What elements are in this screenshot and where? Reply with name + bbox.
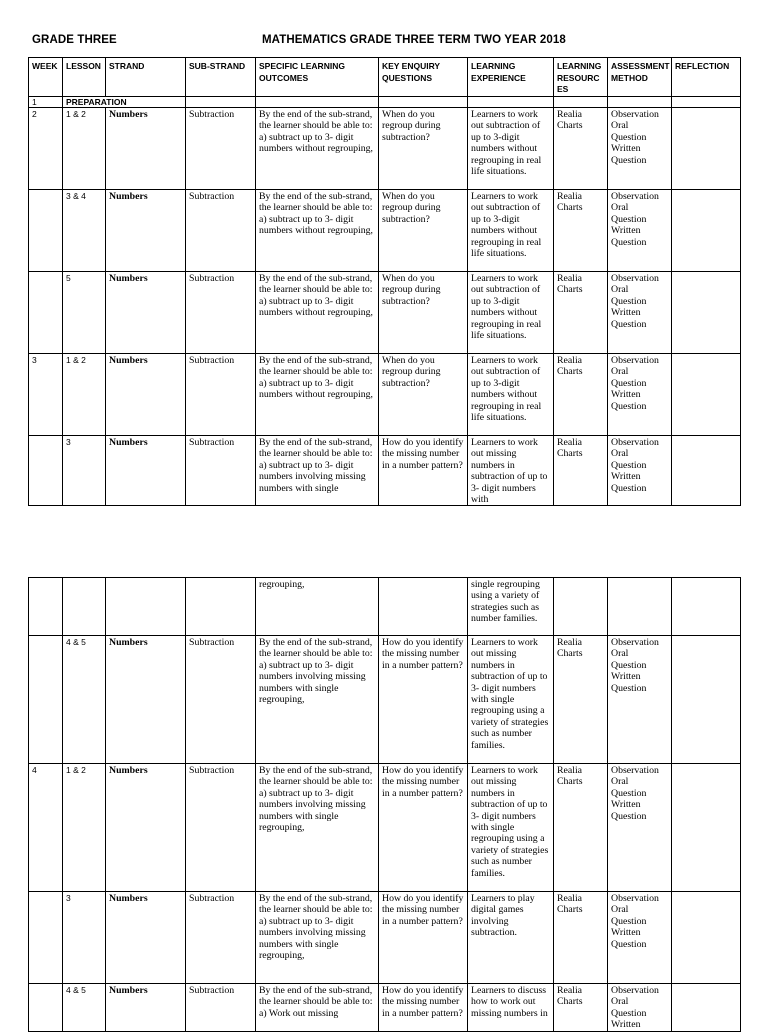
- lesson-cell: 3 & 4: [63, 190, 106, 272]
- table-row: [29, 190, 741, 272]
- week-cell: 2: [29, 108, 63, 190]
- substrand-cell: Subtraction: [186, 272, 256, 354]
- strand-cell: Numbers: [106, 636, 186, 764]
- questions-cell: When do you regroup during subtraction?: [379, 108, 468, 190]
- week-cell: [29, 190, 63, 272]
- strand-cell: Numbers: [106, 108, 186, 190]
- substrand-cell: Subtraction: [186, 190, 256, 272]
- week-cell: 1: [29, 97, 63, 108]
- substrand-cell: Subtraction: [186, 354, 256, 436]
- lesson-cell: 1 & 2: [63, 354, 106, 436]
- col-header-resources: LEARNING RESOURC ES: [554, 58, 608, 97]
- outcomes-cell: regrouping,: [256, 578, 379, 636]
- experience-cell: Learners to work out subtraction of up to 3-digit numbers without regrouping in real life situations.: [468, 190, 554, 272]
- substrand-cell: Subtraction: [186, 436, 256, 506]
- experience-cell: Learners to work out subtraction of up to 3-digit numbers without regrouping in real life situations.: [468, 272, 554, 354]
- outcomes-cell: By the end of the sub-strand, the learner should be able to: a) subtract up to 3- digit numbers involving missing numbers with single regrouping,: [256, 636, 379, 764]
- outcomes-cell: By the end of the sub-strand, the learner should be able to: a) subtract up to 3- digit numbers involving missing numbers with single regrouping,: [256, 764, 379, 892]
- reflection-cell: [672, 190, 741, 272]
- col-header-sub-strand: SUB-STRAND: [186, 58, 256, 97]
- reflection-cell: [672, 272, 741, 354]
- reflection-cell: [672, 354, 741, 436]
- reflection-cell: [672, 892, 741, 984]
- substrand-cell: Subtraction: [186, 984, 256, 1032]
- week-cell: 4: [29, 764, 63, 892]
- week-cell: [29, 892, 63, 984]
- table-row: [29, 578, 741, 636]
- reflection-cell: [672, 108, 741, 190]
- lesson-cell: 3: [63, 436, 106, 506]
- questions-cell: [379, 578, 468, 636]
- assessment-cell: Observation Oral Question Written Question: [608, 190, 672, 272]
- col-header-strand: STRAND: [106, 58, 186, 97]
- reflection-cell: [672, 636, 741, 764]
- experience-cell: Learners to work out subtraction of up to 3-digit numbers without regrouping in real life situations.: [468, 354, 554, 436]
- table-row: [29, 436, 741, 506]
- col-header-outcomes: SPECIFIC LEARNING OUTCOMES: [256, 58, 379, 97]
- assessment-cell: Observation Oral Question Written Question: [608, 272, 672, 354]
- strand-cell: Numbers: [106, 354, 186, 436]
- table-row: [29, 108, 741, 190]
- lesson-cell: 4 & 5: [63, 984, 106, 1032]
- week-cell: [29, 636, 63, 764]
- experience-cell: Learners to work out missing numbers in subtraction of up to 3- digit numbers with single regrouping using a variety of strategies such as number families.: [468, 636, 554, 764]
- preparation-label: PREPARATION: [63, 97, 186, 108]
- strand-cell: [106, 578, 186, 636]
- table-row: [29, 272, 741, 354]
- lesson-cell: 5: [63, 272, 106, 354]
- questions-cell: How do you identify the missing number in a number pattern?: [379, 636, 468, 764]
- col-header-assessment: ASSESSMENT METHOD: [608, 58, 672, 97]
- resources-cell: Realia Charts: [554, 108, 608, 190]
- scheme-table-page-1: [28, 57, 741, 506]
- week-cell: [29, 272, 63, 354]
- lesson-cell: 1 & 2: [63, 764, 106, 892]
- col-header-experience: LEARNING EXPERIENCE: [468, 58, 554, 97]
- experience-cell: Learners to work out missing numbers in subtraction of up to 3- digit numbers with single regrouping using a variety of strategies such as number families.: [468, 764, 554, 892]
- table-row: [29, 764, 741, 892]
- col-header-week: WEEK: [29, 58, 63, 97]
- substrand-cell: Subtraction: [186, 108, 256, 190]
- experience-cell: single regrouping using a variety of strategies such as number families.: [468, 578, 554, 636]
- questions-cell: How do you identify the missing number in a number pattern?: [379, 984, 468, 1032]
- strand-cell: Numbers: [106, 764, 186, 892]
- resources-cell: Realia Charts: [554, 892, 608, 984]
- reflection-cell: [672, 578, 741, 636]
- lesson-cell: [63, 578, 106, 636]
- col-header-lesson: LESSON: [63, 58, 106, 97]
- questions-cell: When do you regroup during subtraction?: [379, 190, 468, 272]
- lesson-cell: 4 & 5: [63, 636, 106, 764]
- week-cell: 3: [29, 354, 63, 436]
- assessment-cell: Observation Oral Question Written Question: [608, 108, 672, 190]
- reflection-cell: [672, 436, 741, 506]
- substrand-cell: Subtraction: [186, 764, 256, 892]
- strand-cell: Numbers: [106, 984, 186, 1032]
- resources-cell: Realia Charts: [554, 636, 608, 764]
- questions-cell: How do you identify the missing number in a number pattern?: [379, 764, 468, 892]
- document-title: MATHEMATICS GRADE THREE TERM TWO YEAR 2018: [262, 34, 566, 46]
- outcomes-cell: By the end of the sub-strand, the learner should be able to: a) subtract up to 3- digit numbers involving missing numbers with single: [256, 436, 379, 506]
- strand-cell: Numbers: [106, 272, 186, 354]
- week-cell: [29, 436, 63, 506]
- substrand-cell: Subtraction: [186, 892, 256, 984]
- questions-cell: When do you regroup during subtraction?: [379, 354, 468, 436]
- experience-cell: Learners to work out subtraction of up to 3-digit numbers without regrouping in real life situations.: [468, 108, 554, 190]
- resources-cell: Realia Charts: [554, 272, 608, 354]
- col-header-reflection: REFLECTION: [672, 58, 741, 97]
- preparation-row: [29, 97, 741, 108]
- assessment-cell: Observation Oral Question Written Question: [608, 636, 672, 764]
- assessment-cell: Observation Oral Question Written Question: [608, 436, 672, 506]
- col-header-questions: KEY ENQUIRY QUESTIONS: [379, 58, 468, 97]
- table-row: [29, 892, 741, 984]
- resources-cell: Realia Charts: [554, 764, 608, 892]
- resources-cell: Realia Charts: [554, 984, 608, 1032]
- experience-cell: Learners to play digital games involving subtraction.: [468, 892, 554, 984]
- week-cell: [29, 578, 63, 636]
- substrand-cell: Subtraction: [186, 636, 256, 764]
- experience-cell: Learners to discuss how to work out missing numbers in: [468, 984, 554, 1032]
- resources-cell: Realia Charts: [554, 190, 608, 272]
- scheme-table-page-2: [28, 577, 741, 1032]
- experience-cell: Learners to work out missing numbers in subtraction of up to 3- digit numbers with: [468, 436, 554, 506]
- strand-cell: Numbers: [106, 190, 186, 272]
- assessment-cell: Observation Oral Question Written Question: [608, 354, 672, 436]
- outcomes-cell: By the end of the sub-strand, the learner should be able to: a) subtract up to 3- digit numbers without regrouping,: [256, 272, 379, 354]
- questions-cell: How do you identify the missing number in a number pattern?: [379, 892, 468, 984]
- grade-heading: GRADE THREE: [32, 34, 117, 46]
- resources-cell: [554, 578, 608, 636]
- outcomes-cell: By the end of the sub-strand, the learner should be able to: a) subtract up to 3- digit numbers without regrouping,: [256, 354, 379, 436]
- assessment-cell: Observation Oral Question Written Question: [608, 892, 672, 984]
- table-row: [29, 636, 741, 764]
- outcomes-cell: By the end of the sub-strand, the learner should be able to: a) subtract up to 3- digit numbers involving missing numbers with single regrouping,: [256, 892, 379, 984]
- outcomes-cell: By the end of the sub-strand, the learner should be able to: a) subtract up to 3- digit numbers without regrouping,: [256, 190, 379, 272]
- outcomes-cell: By the end of the sub-strand, the learner should be able to: a) subtract up to 3- digit numbers without regrouping,: [256, 108, 379, 190]
- reflection-cell: [672, 764, 741, 892]
- lesson-cell: 1 & 2: [63, 108, 106, 190]
- header-row: [29, 58, 741, 97]
- strand-cell: Numbers: [106, 892, 186, 984]
- assessment-cell: Observation Oral Question Written: [608, 984, 672, 1032]
- substrand-cell: [186, 578, 256, 636]
- outcomes-cell: By the end of the sub-strand, the learner should be able to: a) Work out missing: [256, 984, 379, 1032]
- resources-cell: Realia Charts: [554, 436, 608, 506]
- strand-cell: Numbers: [106, 436, 186, 506]
- assessment-cell: [608, 578, 672, 636]
- questions-cell: How do you identify the missing number in a number pattern?: [379, 436, 468, 506]
- assessment-cell: Observation Oral Question Written Question: [608, 764, 672, 892]
- lesson-cell: 3: [63, 892, 106, 984]
- table-row: [29, 354, 741, 436]
- resources-cell: Realia Charts: [554, 354, 608, 436]
- questions-cell: When do you regroup during subtraction?: [379, 272, 468, 354]
